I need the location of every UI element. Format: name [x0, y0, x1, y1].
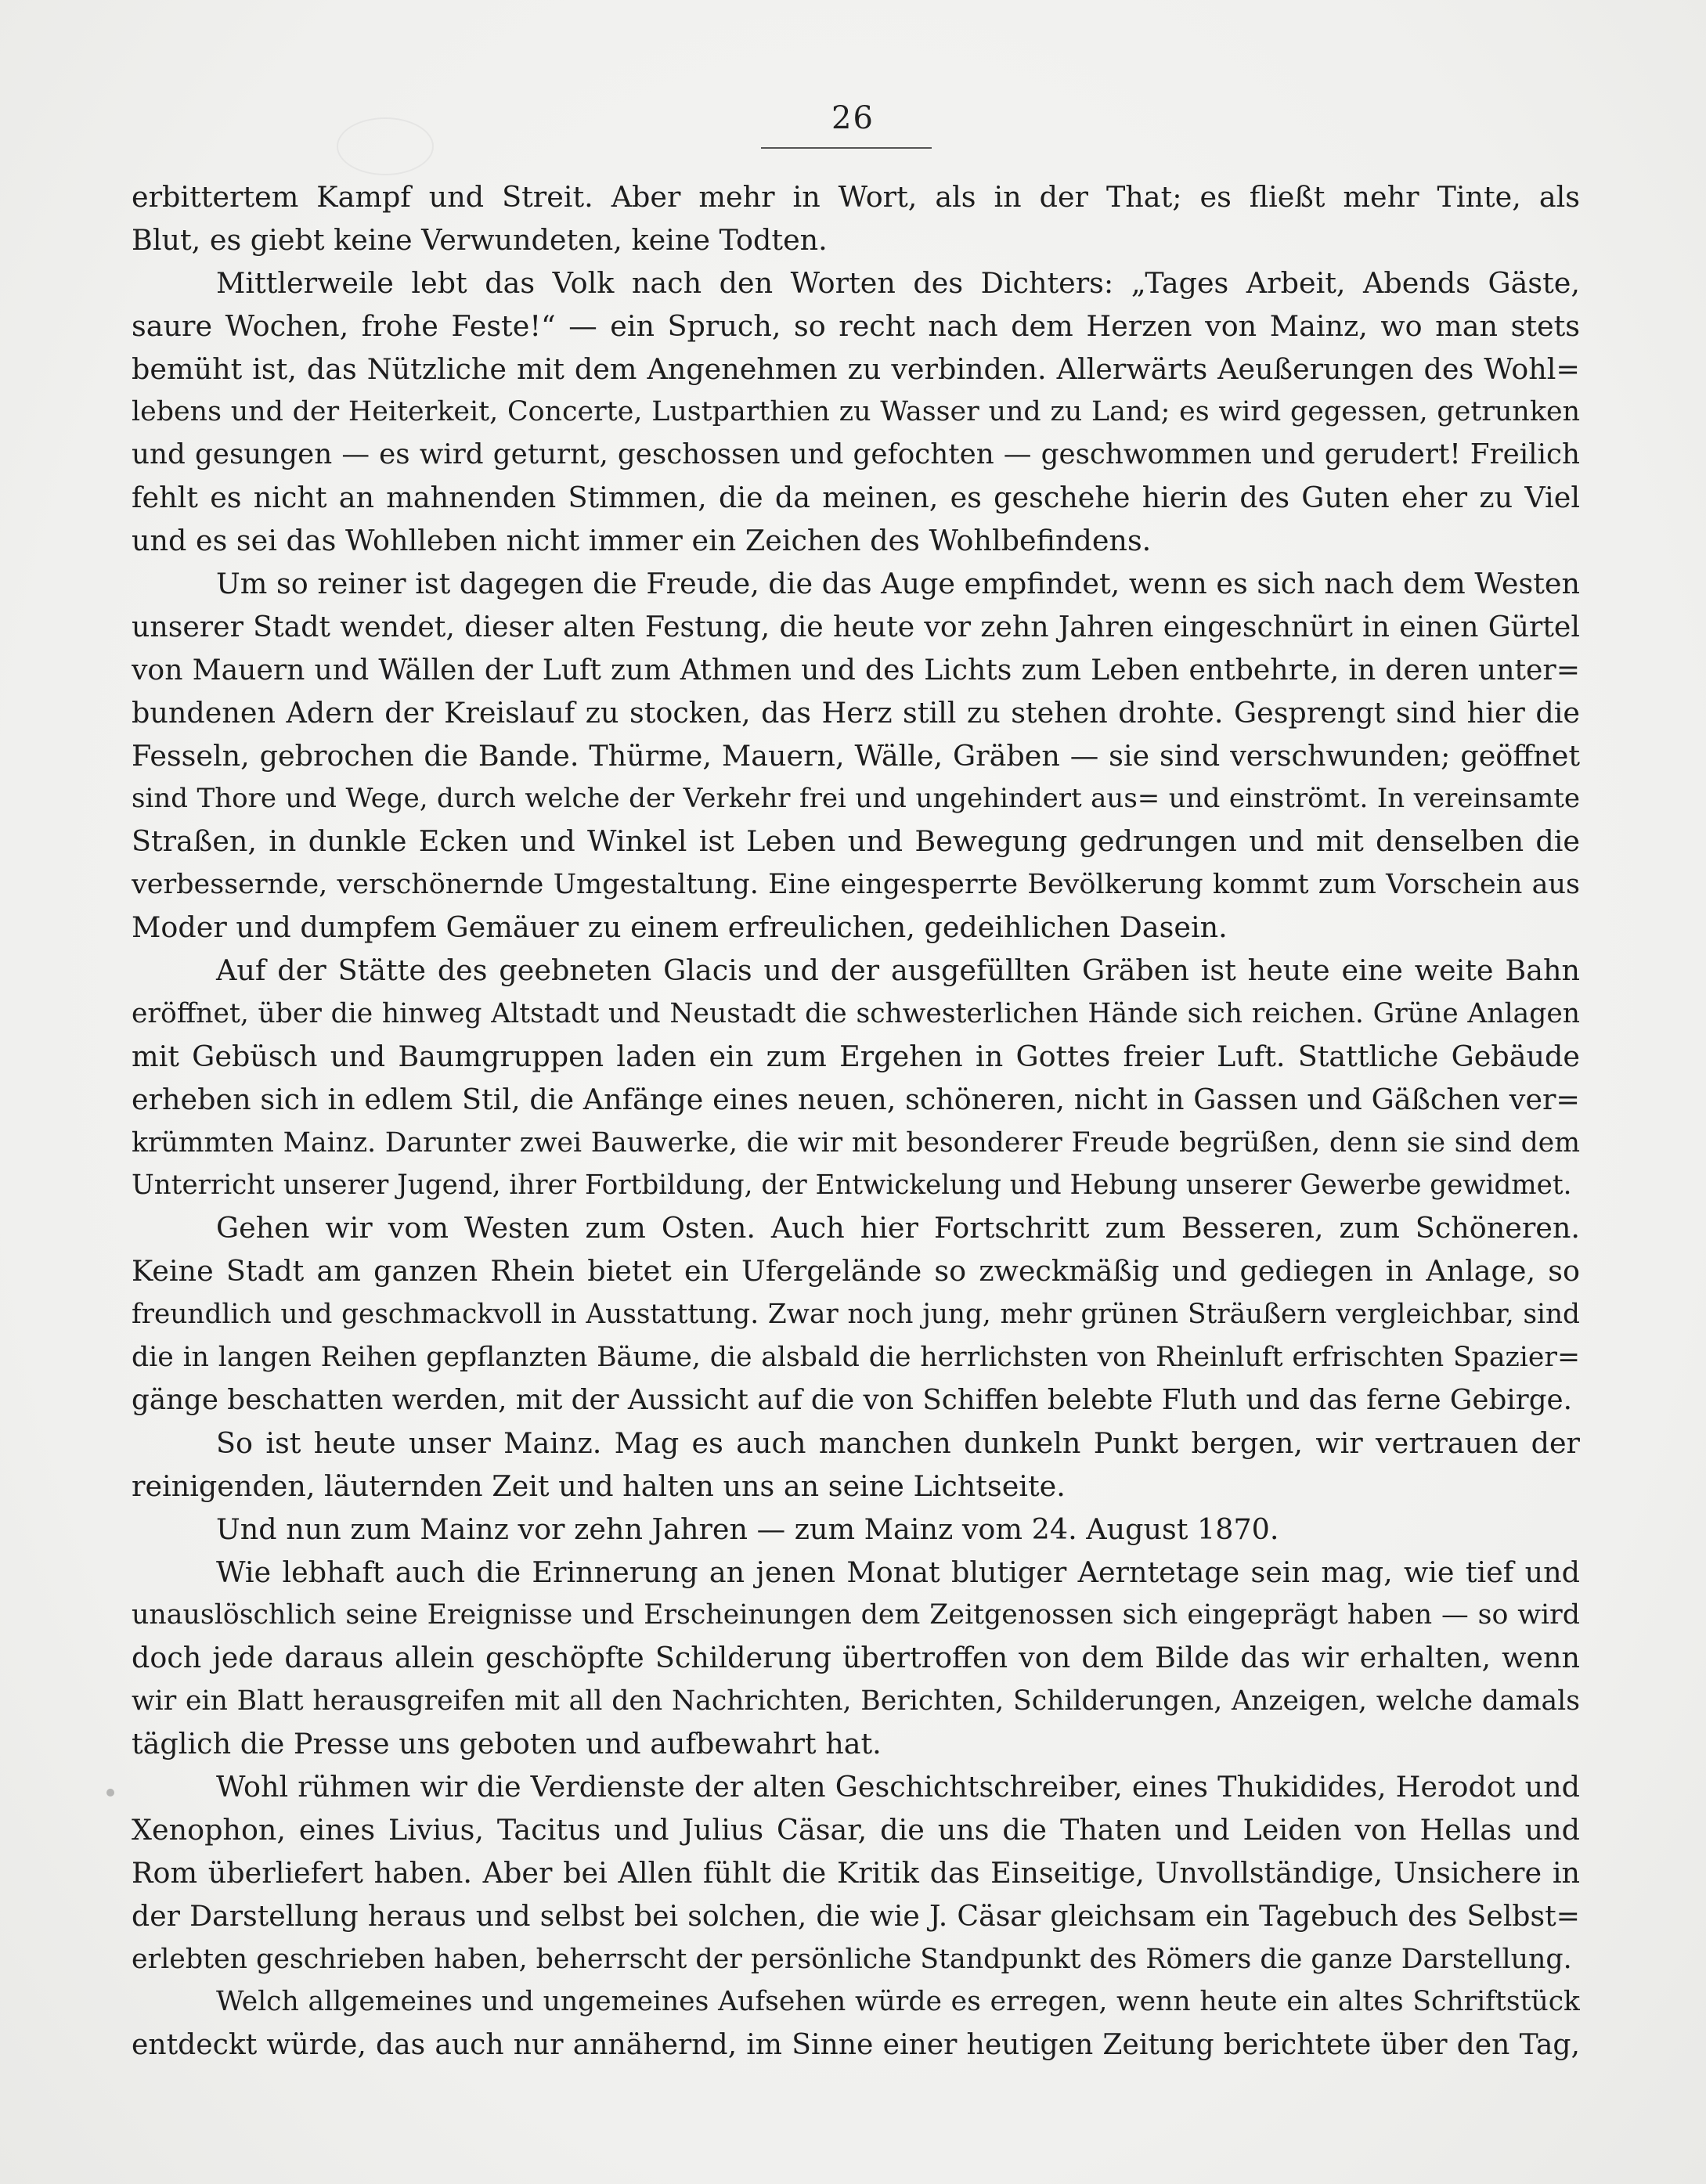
text-line: Welch allgemeines und ungemeines Aufsehen würde es erregen, wenn heute ein altes Schriftstück: [216, 1986, 1580, 2018]
text-line: saure Wochen, frohe Feste!“ — ein Spruch, so recht nach dem Herzen von Mainz, wo man stets: [132, 308, 1580, 343]
text-line: sind Thore und Wege, durch welche der Verkehr frei und ungehindert aus= und einströmt. In vereinsamte: [132, 783, 1580, 815]
text-line: der Darstellung heraus und selbst bei solchen, die wie J. Cäsar gleichsam ein Tagebuch des Selbst=: [132, 1898, 1580, 1933]
page-number: 26: [831, 100, 875, 136]
text-line: entdeckt würde, das auch nur annähernd, im Sinne einer heutigen Zeitung berichtete über den Tag,: [132, 2027, 1580, 2062]
paragraph: [132, 1508, 1580, 1552]
text-line: Wie lebhaft auch die Erinnerung an jenen Monat blutiger Aerntetage sein mag, wie tief und: [216, 1555, 1580, 1589]
paragraph: [132, 950, 1580, 1207]
text-line: Um so reiner ist dagegen die Freude, die das Auge empfindet, wenn es sich nach dem Westen: [216, 567, 1580, 601]
text-line: verbessernde, verschönernde Umgestaltung. Eine eingesperrte Bevölkerung kommt zum Vorschein aus: [132, 869, 1580, 901]
text-line: freundlich und geschmackvoll in Ausstattung. Zwar noch jung, mehr grünen Sträußern vergleichbar, sind: [132, 1299, 1580, 1331]
text-line: und es sei das Wohlleben nicht immer ein Zeichen des Wohlbefindens.: [132, 524, 1152, 558]
text-line: Keine Stadt am ganzen Rhein bietet ein Ufergelände so zweckmäßig und gediegen in Anlage, so: [132, 1254, 1580, 1288]
text-line: die in langen Reihen gepflanzten Bäume, die alsbald die herrlichsten von Rheinluft erfrischten Spazier=: [132, 1342, 1580, 1374]
paragraph: [132, 176, 1580, 262]
paragraph: [132, 1422, 1580, 1508]
text-line: Straßen, in dunkle Ecken und Winkel ist Leben und Bewegung gedrungen und mit denselben die: [132, 824, 1580, 859]
paragraph: [132, 1980, 1580, 2067]
text-line: wir ein Blatt herausgreifen mit all den Nachrichten, Berichten, Schilderungen, Anzeigen, welche damals: [132, 1685, 1580, 1717]
text-line: mit Gebüsch und Baumgruppen laden ein zum Ergehen in Gottes freier Luft. Stattliche Gebäude: [132, 1039, 1580, 1073]
text-line: von Mauern und Wällen der Luft zum Athmen und des Lichts zum Leben entbehrte, in deren unter=: [132, 652, 1580, 687]
paragraph: [132, 262, 1580, 563]
text-line: Blut, es giebt keine Verwundeten, keine Todten.: [132, 222, 828, 257]
text-line: Auf der Stätte des geebneten Glacis und der ausgefüllten Gräben ist heute eine weite Bahn: [216, 953, 1580, 988]
paragraph: [132, 563, 1580, 950]
text-line: Wohl rühmen wir die Verdienste der alten Geschichtschreiber, eines Thukidides, Herodot und: [216, 1769, 1580, 1804]
text-line: unauslöschlich seine Ereignisse und Erscheinungen dem Zeitgenossen sich eingeprägt haben — so wird: [132, 1599, 1580, 1631]
text-line: reinigenden, läuternden Zeit und halten uns an seine Lichtseite.: [132, 1469, 1066, 1503]
text-line: unserer Stadt wendet, dieser alten Festung, die heute vor zehn Jahren eingeschnürt in einen Gürtel: [132, 609, 1580, 643]
text-line: Und nun zum Mainz vor zehn Jahren — zum Mainz vom 24. August 1870.: [216, 1512, 1279, 1546]
text-line: fehlt es nicht an mahnenden Stimmen, die da meinen, es geschehe hierin des Guten eher zu Viel: [132, 481, 1580, 515]
paragraph: [132, 1766, 1580, 1980]
text-line: doch jede daraus allein geschöpfte Schilderung übertroffen von dem Bilde das wir erhalten, wenn: [132, 1641, 1580, 1675]
text-line: bemüht ist, das Nützliche mit dem Angenehmen zu verbinden. Allerwärts Aeußerungen des Wohl=: [132, 351, 1580, 386]
text-line: erlebten geschrieben haben, beherrscht der persönliche Standpunkt des Römers die ganze Darstellung.: [132, 1943, 1572, 1975]
text-line: krümmten Mainz. Darunter zwei Bauwerke, die wir mit besonderer Freude begrüßen, denn sie sind dem: [132, 1126, 1580, 1159]
header-rule: [761, 147, 932, 149]
text-line: erbittertem Kampf und Streit. Aber mehr in Wort, als in der That; es fließt mehr Tinte, als: [132, 180, 1580, 214]
text-line: eröffnet, über die hinweg Altstadt und Neustadt die schwesterlichen Hände sich reichen. Grüne Anlagen: [132, 997, 1580, 1029]
text-line: So ist heute unser Mainz. Mag es auch manchen dunkeln Punkt bergen, wir vertrauen der: [216, 1425, 1580, 1460]
text-line: lebens und der Heiterkeit, Concerte, Lustparthien zu Wasser und zu Land; es wird gegessen, getrunken: [132, 396, 1580, 428]
body-text: [132, 176, 1580, 2067]
text-line: Fesseln, gebrochen die Bande. Thürme, Mauern, Wälle, Gräben — sie sind verschwunden; geöffnet: [132, 738, 1580, 773]
ink-spot: [106, 1789, 114, 1797]
text-line: Xenophon, eines Livius, Tacitus und Julius Cäsar, die uns die Thaten und Leiden von Hellas und: [132, 1812, 1580, 1847]
text-line: Gehen wir vom Westen zum Osten. Auch hier Fortschritt zum Besseren, zum Schöneren.: [216, 1211, 1580, 1245]
text-line: bundenen Adern der Kreislauf zu stocken, das Herz still zu stehen drohte. Gesprengt sind hier die: [132, 695, 1580, 730]
text-line: erheben sich in edlem Stil, die Anfänge eines neuen, schöneren, nicht in Gassen und Gäßchen ver=: [132, 1082, 1580, 1116]
text-line: Unterricht unserer Jugend, ihrer Fortbildung, der Entwickelung und Hebung unserer Gewerbe gewidmet.: [132, 1169, 1572, 1202]
text-line: Mittlerweile lebt das Volk nach den Worten des Dichters: „Tages Arbeit, Abends Gäste,: [216, 265, 1580, 300]
text-line: Rom überliefert haben. Aber bei Allen fühlt die Kritik das Einseitige, Unvollständige, Unsichere in: [132, 1855, 1580, 1890]
paragraph: [132, 1552, 1580, 1766]
text-line: und gesungen — es wird geturnt, geschossen und gefochten — geschwommen und gerudert! Freilich: [132, 438, 1580, 471]
text-line: gänge beschatten werden, mit der Aussicht auf die von Schiffen belebte Fluth und das ferne Gebirge.: [132, 1383, 1572, 1416]
paragraph: [132, 1207, 1580, 1422]
text-line: Moder und dumpfem Gemäuer zu einem erfreulichen, gedeihlichen Dasein.: [132, 910, 1228, 945]
text-line: täglich die Presse uns geboten und aufbewahrt hat.: [132, 1727, 882, 1761]
